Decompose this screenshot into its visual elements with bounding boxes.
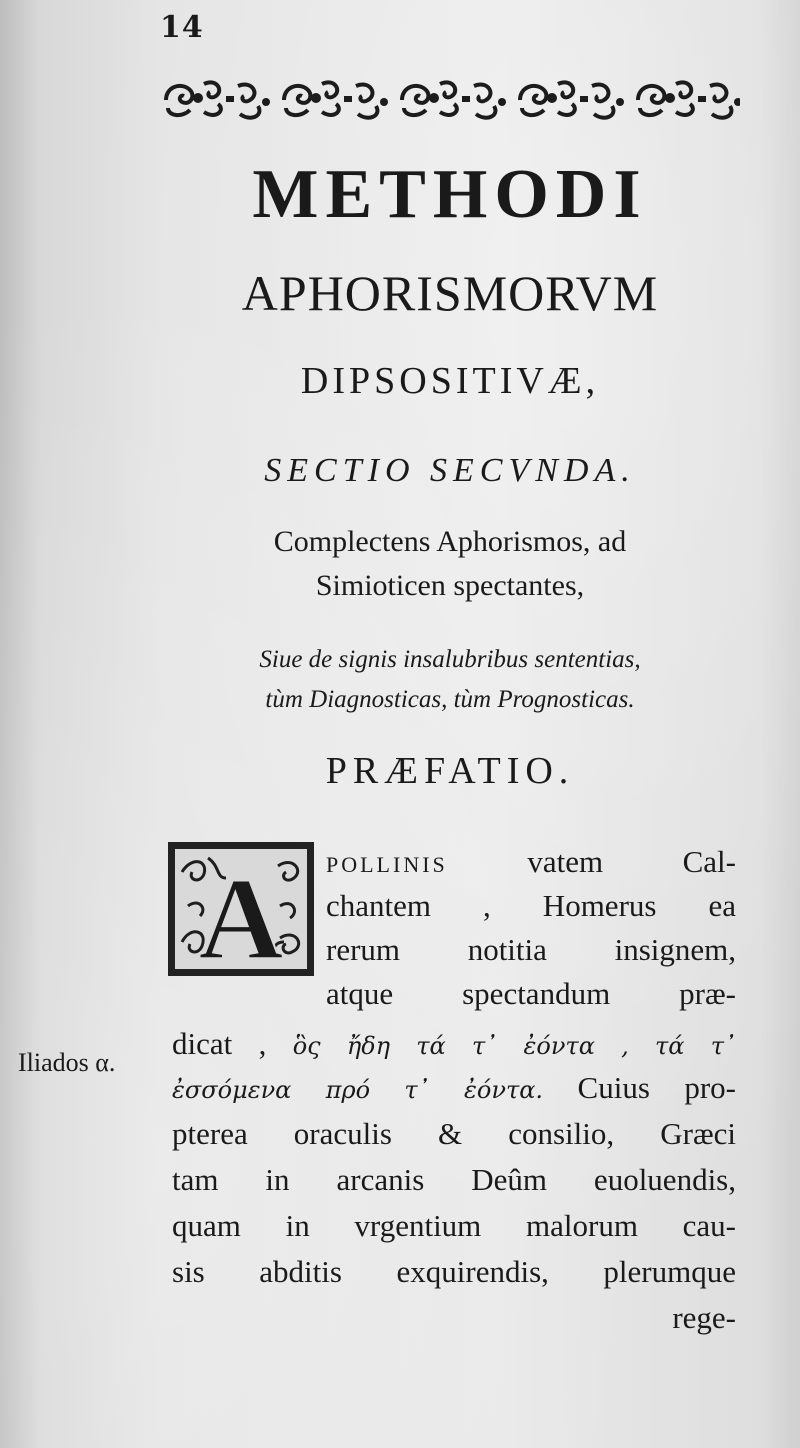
text-line: rerum notitia insignem,: [326, 932, 736, 967]
subtitle-italic-line-1: Siue de signis insalubribus sententias,: [259, 646, 641, 673]
text-line: quam in vrgentium malorum cau-: [172, 1208, 736, 1243]
marginal-note: Iliados α.: [18, 1048, 116, 1077]
subtitle-line-2: Simioticen spectantes,: [315, 569, 585, 602]
catchword: rege-: [672, 1300, 736, 1335]
subtitle-line-1: Complectens Aphorismos, ad: [273, 525, 627, 558]
text-line: atque spectandum præ-: [326, 976, 736, 1011]
section-heading: PRÆFATIO.: [325, 750, 575, 792]
greek-quotation: ὃς ἤδη τά τ᾽ ἐόντα , τά τ᾽: [292, 1032, 737, 1060]
decorated-initial: [168, 842, 314, 976]
ornamental-headpiece: [160, 72, 740, 128]
text-line: sis abditis exquirendis, plerumque: [172, 1254, 736, 1289]
page-number: 14: [160, 10, 204, 45]
text-line: [172, 1066, 736, 1112]
subtitle-italic-line-2: tùm Diagnosticas, tùm Prognosticas.: [265, 686, 635, 713]
text-line-rest: Cuius pro-: [577, 1070, 736, 1105]
text-line: [326, 840, 736, 887]
section-title: SECTIO SECVNDA.: [264, 452, 636, 489]
subtitle-italic: [150, 640, 750, 720]
greek-quotation: ἐσσόμενα πρό τ᾽ ἐόντα.: [172, 1076, 544, 1104]
text-line-start: dicat ,: [172, 1026, 267, 1061]
subtitle: [150, 520, 750, 608]
title-line-2: APHORISMORVM: [241, 265, 659, 321]
initial-letter: A: [198, 853, 284, 976]
text-line-rest: vatem Cal-: [527, 844, 736, 879]
title-line-1: METHODI: [252, 156, 648, 233]
smallcaps-word: POLLINIS: [326, 852, 448, 877]
title-line-3: DIPSOSITIVÆ,: [300, 360, 600, 402]
text-line: [172, 1022, 736, 1068]
text-line: tam in arcanis Deûm euoluendis,: [172, 1162, 736, 1197]
text-line: chantem , Homerus ea: [326, 888, 736, 923]
fleuron-icon: [166, 82, 270, 117]
text-line: pterea oraculis & consilio, Græci: [172, 1116, 736, 1151]
